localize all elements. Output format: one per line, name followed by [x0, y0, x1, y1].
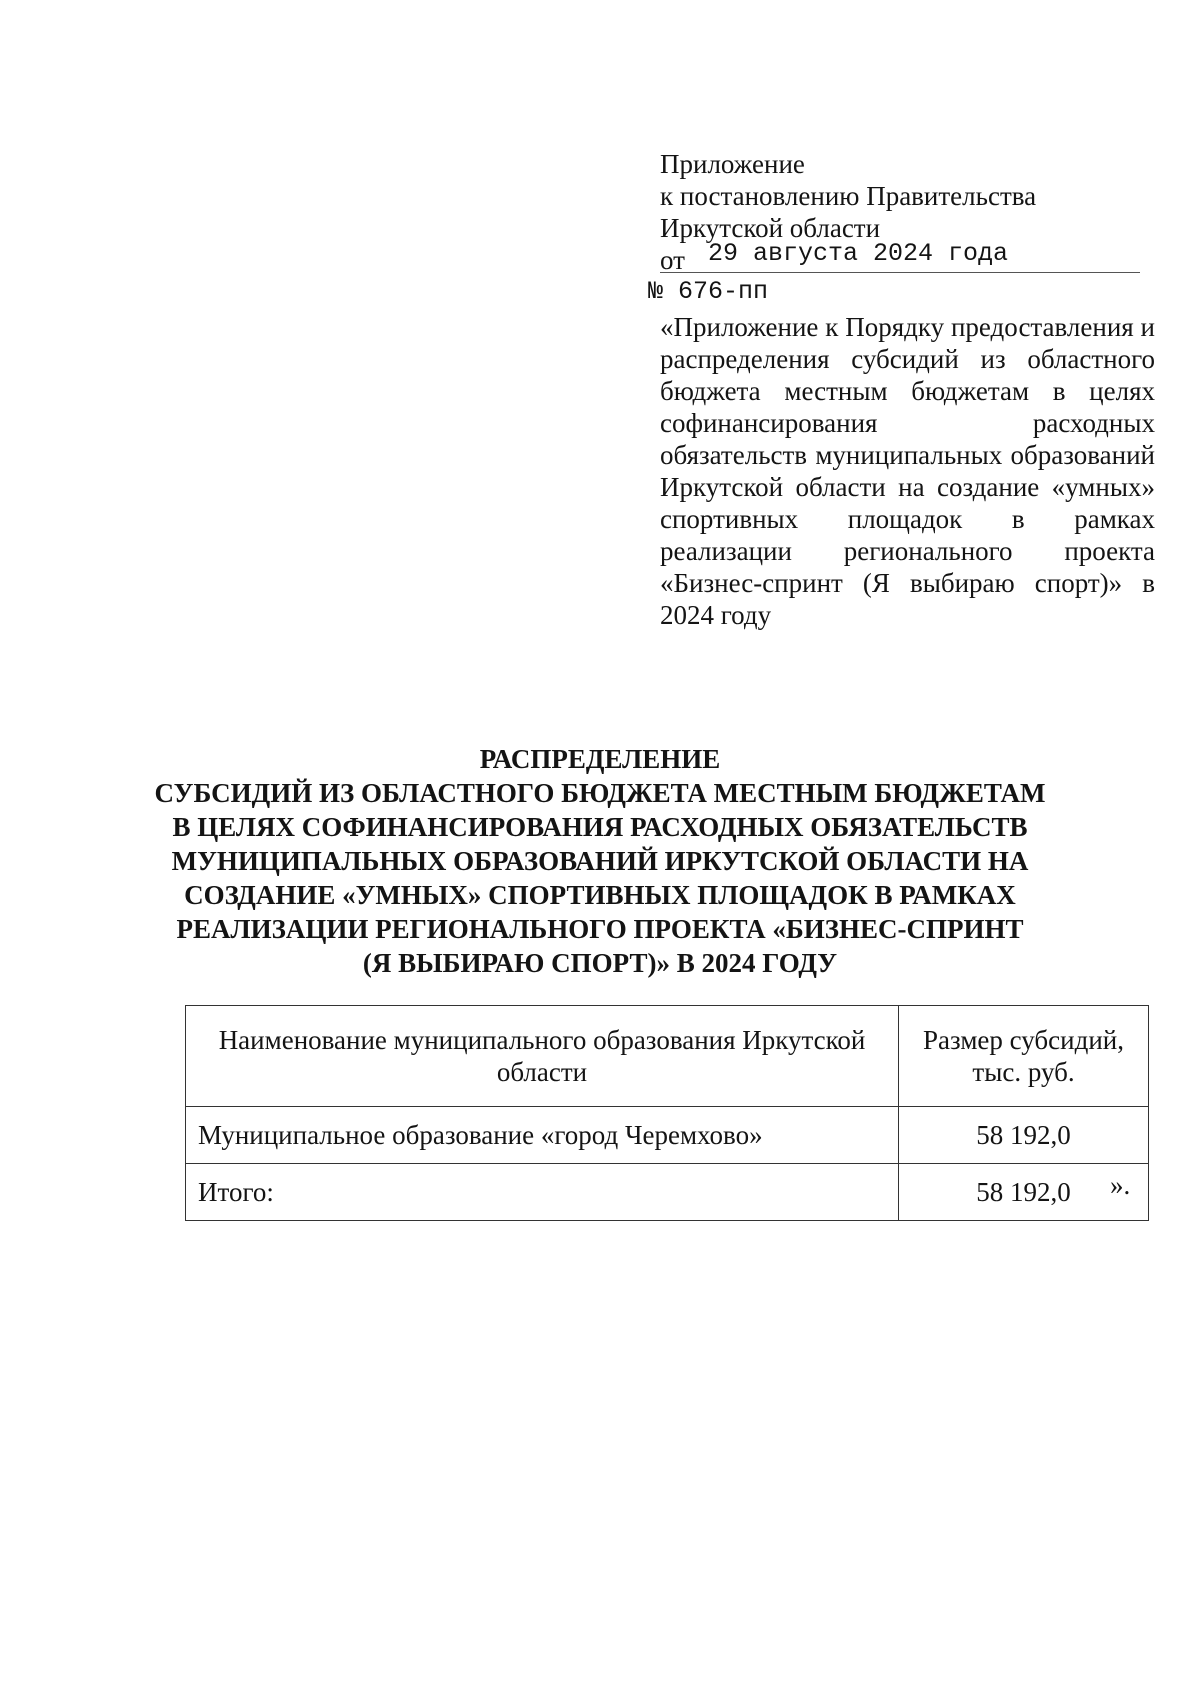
resolution-date: 29 августа 2024 года [708, 239, 1009, 268]
title-line-5: СОЗДАНИЕ «УМНЫХ» СПОРТИВНЫХ ПЛОЩАДОК В РАМКАХ [184, 880, 1016, 910]
title-line-7: (Я ВЫБИРАЮ СПОРТ)» В 2024 ГОДУ [362, 948, 838, 978]
closing-quote: ». [1110, 1170, 1131, 1200]
table-total-row [186, 1164, 1149, 1221]
date-line [660, 239, 1140, 276]
title-line-4: МУНИЦИПАЛЬНЫХ ОБРАЗОВАНИЙ ИРКУТСКОЙ ОБЛАСТИ НА [171, 846, 1029, 876]
col-header-amount: Размер субсидий, тыс. руб. [899, 1006, 1149, 1107]
col-header-municipality: Наименование муниципального образования Иркутской области [186, 1006, 899, 1107]
date-prefix: от [660, 245, 685, 275]
subsidy-amount: 58 192,0 [899, 1107, 1149, 1164]
table-row [186, 1107, 1149, 1164]
total-amount: 58 192,0 [899, 1164, 1149, 1221]
appendix-label: Приложение [660, 149, 805, 179]
title-line-1: РАСПРЕДЕЛЕНИЕ [479, 744, 721, 774]
municipality-name: Муниципальное образование «город Черемхово» [186, 1107, 899, 1164]
document-title [150, 742, 1050, 980]
title-line-6: РЕАЛИЗАЦИИ РЕГИОНАЛЬНОГО ПРОЕКТА «БИЗНЕС-СПРИНТ [176, 914, 1024, 944]
table-header-row [186, 1006, 1149, 1107]
resolution-reference: к постановлению Правительства [660, 181, 1037, 211]
resolution-number: № 676-пп [648, 277, 769, 306]
title-line-2: СУБСИДИЙ ИЗ ОБЛАСТНОГО БЮДЖЕТА МЕСТНЫМ БЮДЖЕТАМ [154, 778, 1046, 808]
date-underline [660, 272, 1140, 273]
region-name: Иркутской области [660, 213, 881, 243]
appendix-description: «Приложение к Порядку предоставления и распределения субсидий из областного бюджета местным бюджетам в целях софинансирования расходных обязательств муниципальных образований Иркутской области на создание «умных» спортивных площадок в рамках реализации регионального проекта «Бизнес-спринт (Я выбираю спорт)» в 2024 году [660, 312, 1155, 630]
title-line-3: В ЦЕЛЯХ СОФИНАНСИРОВАНИЯ РАСХОДНЫХ ОБЯЗАТЕЛЬСТВ [172, 812, 1028, 842]
total-label: Итого: [186, 1164, 899, 1221]
subsidy-table [185, 1005, 1149, 1221]
header-block [660, 148, 1140, 276]
